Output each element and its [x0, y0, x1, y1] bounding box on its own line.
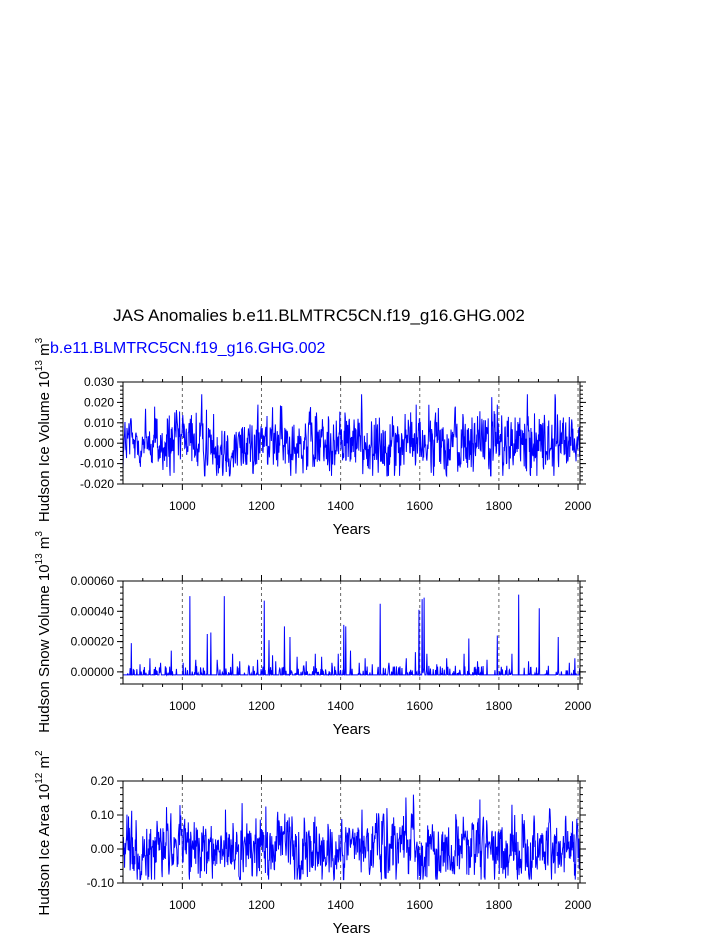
panel-ice-volume — [34, 337, 592, 538]
y-axis-label: Hudson Snow Volume $10^{13}$ $m^3$ — [34, 531, 53, 733]
y-tick-label: 0.00020 — [70, 634, 114, 649]
x-tick-label: 1800 — [485, 898, 513, 912]
x-tick-label: 1000 — [168, 699, 196, 713]
chart-title: JAS Anomalies b.e11.BLMTRC5CN.f19_g16.GHG.002 — [113, 306, 525, 325]
x-tick-label: 1400 — [327, 699, 354, 713]
x-tick-label: 1200 — [248, 699, 275, 713]
x-tick-label: 2000 — [564, 499, 592, 513]
x-tick-label: 1000 — [168, 898, 196, 912]
y-tick-label: 0.00040 — [70, 604, 114, 619]
x-tick-label: 1400 — [327, 499, 354, 513]
x-tick-label: 1200 — [248, 499, 275, 513]
y-tick-label: 0.010 — [83, 415, 114, 430]
y-tick-label: 0.00000 — [70, 664, 114, 679]
x-tick-label: 1600 — [406, 699, 434, 713]
y-tick-label: 0.000 — [83, 436, 114, 451]
y-axis-label: Hudson Ice Volume $10^{13}$ $m^3$ — [34, 337, 53, 523]
x-tick-label: 2000 — [564, 898, 592, 912]
chart-subtitle: b.e11.BLMTRC5CN.f19_g16.GHG.002 — [50, 340, 326, 357]
series-line — [123, 595, 580, 675]
x-tick-label: 1800 — [485, 699, 513, 713]
x-tick-label: 1800 — [485, 499, 513, 513]
x-tick-label: 1600 — [406, 499, 434, 513]
y-axis-label: Hudson Ice Area $10^{12}$ $m^2$ — [34, 750, 53, 916]
y-tick-label: 0.10 — [90, 808, 114, 822]
y-tick-label: 0.20 — [90, 774, 114, 788]
y-tick-label: 0.020 — [83, 395, 114, 410]
y-tick-label: 0.00 — [90, 842, 114, 856]
x-axis-label: Years — [332, 920, 371, 935]
x-tick-label: 1600 — [406, 898, 434, 912]
series-line — [123, 795, 580, 880]
x-tick-label: 1200 — [248, 898, 275, 912]
panel-snow-volume — [34, 531, 592, 738]
y-tick-label: 0.00060 — [70, 574, 114, 588]
x-tick-label: 2000 — [564, 699, 592, 713]
y-tick-label: -0.10 — [86, 876, 114, 890]
x-axis-label: Years — [332, 721, 371, 738]
y-tick-label: -0.020 — [79, 477, 114, 491]
x-axis-label: Years — [332, 521, 371, 538]
y-tick-label: -0.010 — [79, 456, 114, 471]
y-tick-label: 0.030 — [83, 375, 114, 389]
x-tick-label: 1400 — [327, 898, 354, 912]
series-line — [123, 394, 580, 476]
panel-ice-area — [34, 750, 592, 935]
x-tick-label: 1000 — [168, 499, 196, 513]
